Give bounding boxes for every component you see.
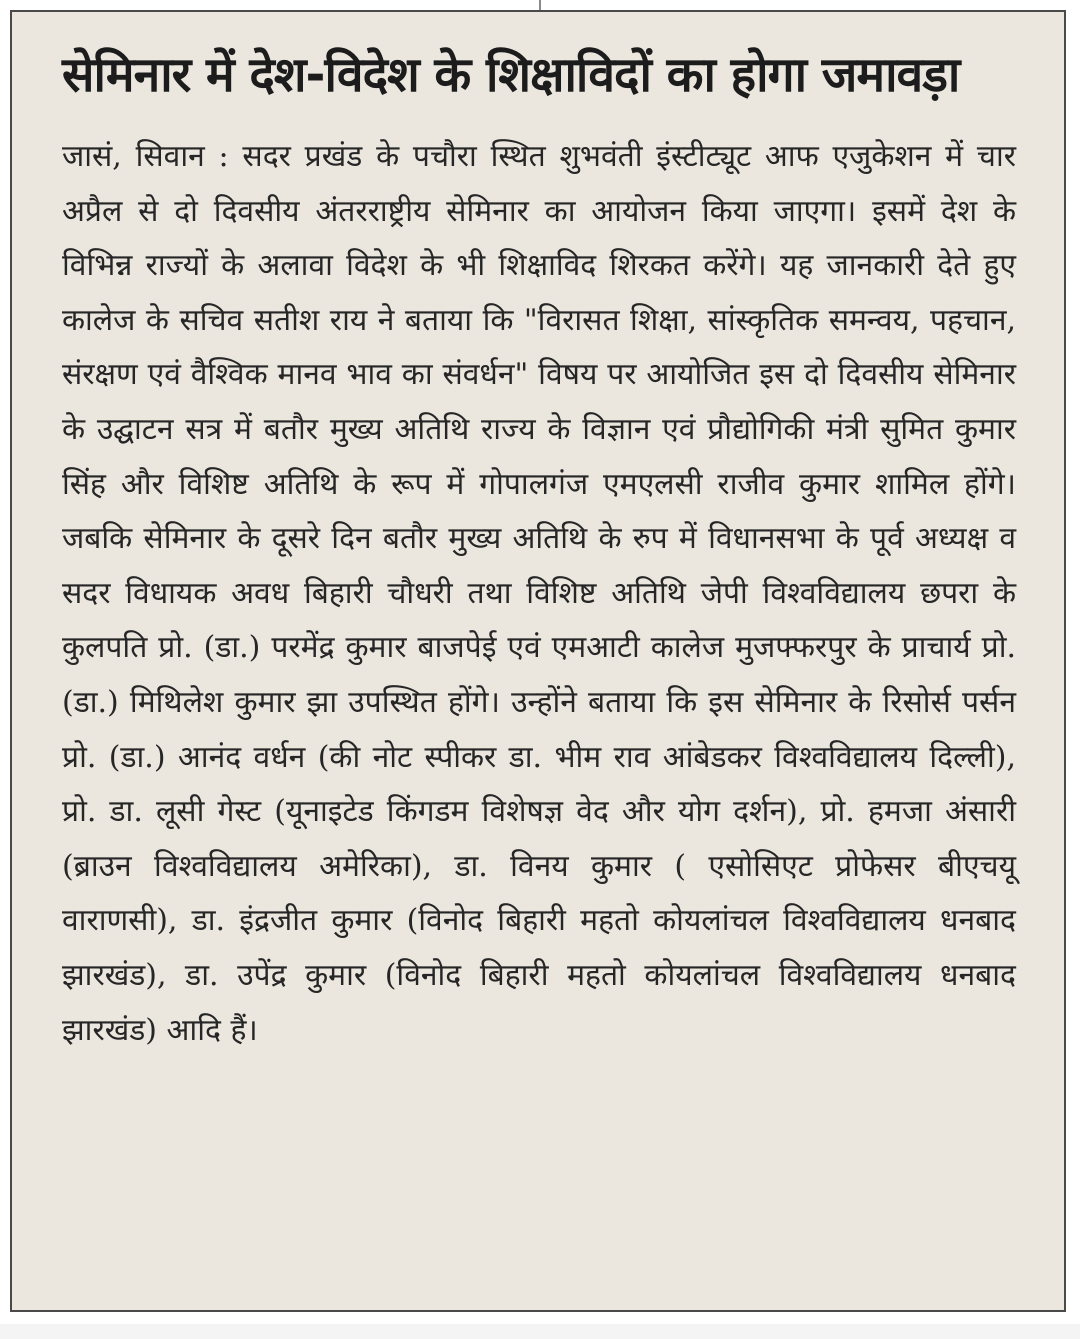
headline: सेमिनार में देश-विदेश के शिक्षाविदों का होगा जमावड़ा [62, 47, 960, 103]
newspaper-clipping [10, 10, 1066, 1312]
bottom-margin [0, 1324, 1080, 1339]
article-body: जासं, सिवान : सदर प्रखंड के पचौरा स्थित शुभवंती इंस्टीट्यूट आफ एजुकेशन में चार अप्रैल से दो दिवसीय अंतरराष्ट्रीय सेमिनार का आयोजन किया जाएगा। इसमें देश के विभिन्न राज्यों के अलावा विदेश के भी शिक्षाविद शिरकत करेंगे। यह जानकारी देते हुए कालेज के सचिव सतीश राय ने बताया कि "विरासत शिक्षा, सांस्कृतिक समन्वय, पहचान, संरक्षण एवं वैश्विक मानव भाव का संवर्धन" विषय पर आयोजित इस दो दिवसीय सेमिनार के उद्घाटन सत्र में बतौर मुख्य अतिथि राज्य के विज्ञान एवं प्रौद्योगिकी मंत्री सुमित कुमार सिंह और विशिष्ट अतिथि के रूप में गोपालगंज एमएलसी राजीव कुमार शामिल होंगे। जबकि सेमिनार के दूसरे दिन बतौर मुख्य अतिथि के रुप में विधानसभा के पूर्व अध्यक्ष व सदर विधायक अवध बिहारी चौधरी तथा विशिष्ट अतिथि जेपी विश्वविद्यालय छपरा के कुलपति प्रो. (डा.) परमेंद्र कुमार बाजपेई एवं एमआटी कालेज मुजफ्फरपुर के प्राचार्य प्रो. (डा.) मिथिलेश कुमार झा उपस्थित होंगे। उन्होंने बताया कि इस सेमिनार के रिसोर्स पर्सन प्रो. (डा.) आनंद वर्धन (की नोट स्पीकर डा. भीम राव आंबेडकर विश्वविद्यालय दिल्ली), प्रो. डा. लूसी गेस्ट (यूनाइटेड किंगडम विशेषज्ञ वेद और योग दर्शन), प्रो. हमजा अंसारी (ब्राउन विश्वविद्यालय अमेरिका), डा. विनय कुमार ( एसोसिएट प्रोफेसर बीएचयू वाराणसी), डा. इंद्रजीत कुमार (विनोद बिहारी महतो कोयलांचल विश्वविद्यालय धनबाद झारखंड), डा. उपेंद्र कुमार (विनोद बिहारी महतो कोयलांचल विश्वविद्यालय धनबाद झारखंड) आदि हैं। [62, 139, 1016, 1048]
